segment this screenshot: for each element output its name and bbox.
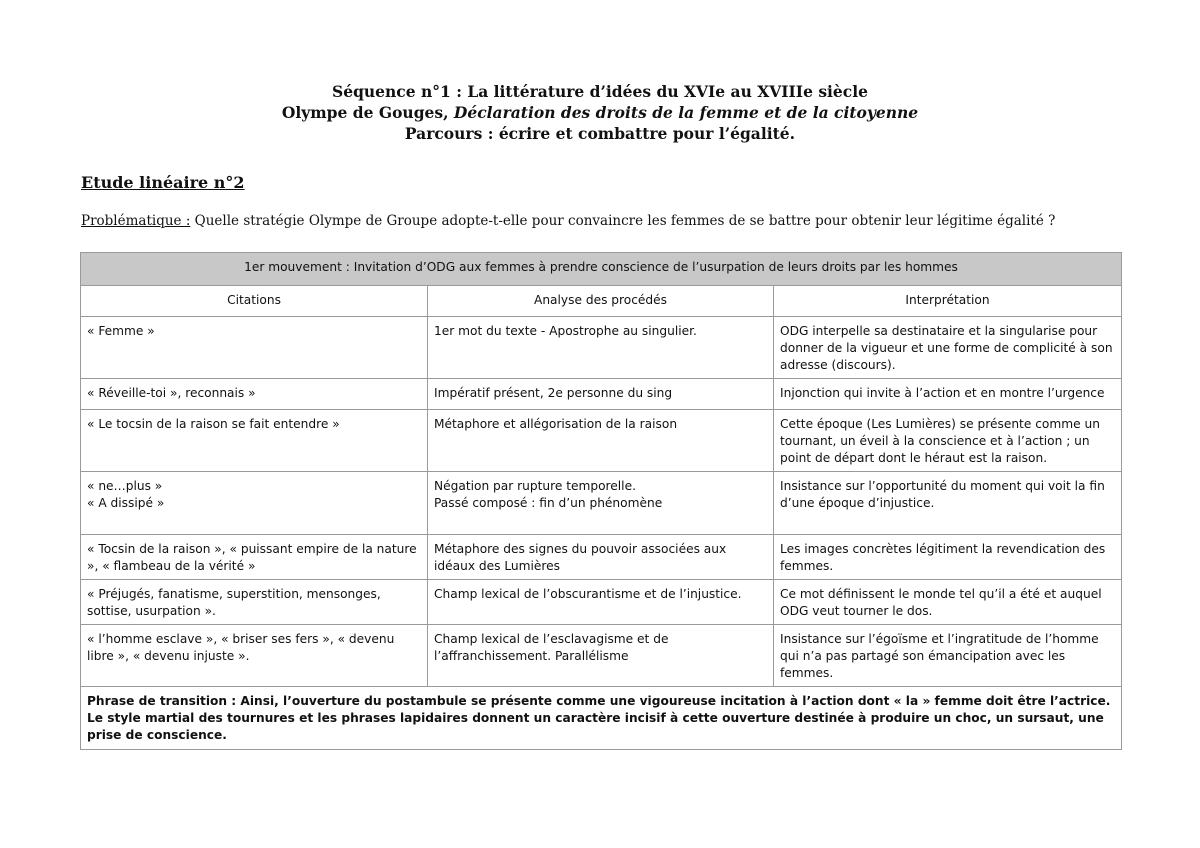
etude-heading: Etude linéaire n°2	[81, 173, 245, 192]
interpretation-cell: Ce mot définissent le monde tel qu’il a été et auquel ODG veut tourner le dos.	[774, 580, 1122, 625]
table-row	[81, 535, 1122, 580]
problematique-label: Problématique :	[81, 213, 191, 229]
interpretation-cell: Cette époque (Les Lumières) se présente comme un tournant, un éveil à la conscience et à l’action ; un point de départ dont le héraut est la raison.	[774, 410, 1122, 472]
analyse-cell: Champ lexical de l’esclavagisme et de l’affranchissement. Parallélisme	[428, 625, 774, 687]
work-title	[0, 102, 1200, 123]
interpretation-cell: ODG interpelle sa destinataire et la singularise pour donner de la vigueur et une forme de complicité à son adresse (discours).	[774, 317, 1122, 379]
interpretation-cell: Les images concrètes légitiment la revendication des femmes.	[774, 535, 1122, 580]
analyse-cell: 1er mot du texte - Apostrophe au singulier.	[428, 317, 774, 379]
citation-cell: « Tocsin de la raison », « puissant empire de la nature », « flambeau de la vérité »	[81, 535, 428, 580]
sequence-title: Séquence n°1 : La littérature d’idées du XVIe au XVIIIe siècle	[332, 82, 868, 101]
interpretation-cell: Insistance sur l’égoïsme et l’ingratitude de l’homme qui n’a pas partagé son émancipation avec les femmes.	[774, 625, 1122, 687]
document-header	[0, 81, 1200, 144]
analyse-cell: Métaphore et allégorisation de la raison	[428, 410, 774, 472]
citation-cell: « Réveille-toi », reconnais »	[81, 379, 428, 410]
problematique-text: Quelle stratégie Olympe de Groupe adopte-t-elle pour convaincre les femmes de se battre pour obtenir leur légitime égalité ?	[190, 213, 1056, 229]
analysis-table	[80, 252, 1122, 750]
table-row	[81, 472, 1122, 535]
citation-cell: « Femme »	[81, 317, 428, 379]
transition-phrase: Phrase de transition : Ainsi, l’ouverture du postambule se présente comme une vigoureuse incitation à l’action dont « la » femme doit être l’actrice. Le style martial des tournures et les phrases lapidaires donnent un caractère incisif à cette ouverture destinée à produire un choc, un sursaut, une prise de conscience.	[81, 687, 1122, 750]
citation-cell: « l’homme esclave », « briser ses fers », « devenu libre », « devenu injuste ».	[81, 625, 428, 687]
table-row	[81, 317, 1122, 379]
analyse-cell: Impératif présent, 2e personne du sing	[428, 379, 774, 410]
column-header-citations: Citations	[81, 286, 428, 317]
analyse-cell: Métaphore des signes du pouvoir associées aux idéaux des Lumières	[428, 535, 774, 580]
parcours-title: Parcours : écrire et combattre pour l’égalité.	[404, 124, 796, 143]
column-header-interpretation: Interprétation	[774, 286, 1122, 317]
table-row	[81, 625, 1122, 687]
author-name: Olympe de Gouges,	[281, 103, 454, 122]
citation-cell: « Le tocsin de la raison se fait entendre »	[81, 410, 428, 472]
citation-cell: « Préjugés, fanatisme, superstition, mensonges, sottise, usurpation ».	[81, 580, 428, 625]
movement-title: 1er mouvement : Invitation d’ODG aux femmes à prendre conscience de l’usurpation de leurs droits par les hommes	[81, 253, 1122, 286]
table-row	[81, 580, 1122, 625]
table-row	[81, 379, 1122, 410]
column-header-analyse: Analyse des procédés	[428, 286, 774, 317]
work-name: Déclaration des droits de la femme et de la citoyenne	[453, 103, 919, 122]
table-row	[81, 410, 1122, 472]
citation-cell: « ne…plus » « A dissipé »	[81, 472, 428, 535]
analyse-cell: Négation par rupture temporelle. Passé composé : fin d’un phénomène	[428, 472, 774, 535]
analyse-cell: Champ lexical de l’obscurantisme et de l’injustice.	[428, 580, 774, 625]
problematique	[81, 213, 1121, 229]
interpretation-cell: Insistance sur l’opportunité du moment qui voit la fin d’une époque d’injustice.	[774, 472, 1122, 535]
interpretation-cell: Injonction qui invite à l’action et en montre l’urgence	[774, 379, 1122, 410]
